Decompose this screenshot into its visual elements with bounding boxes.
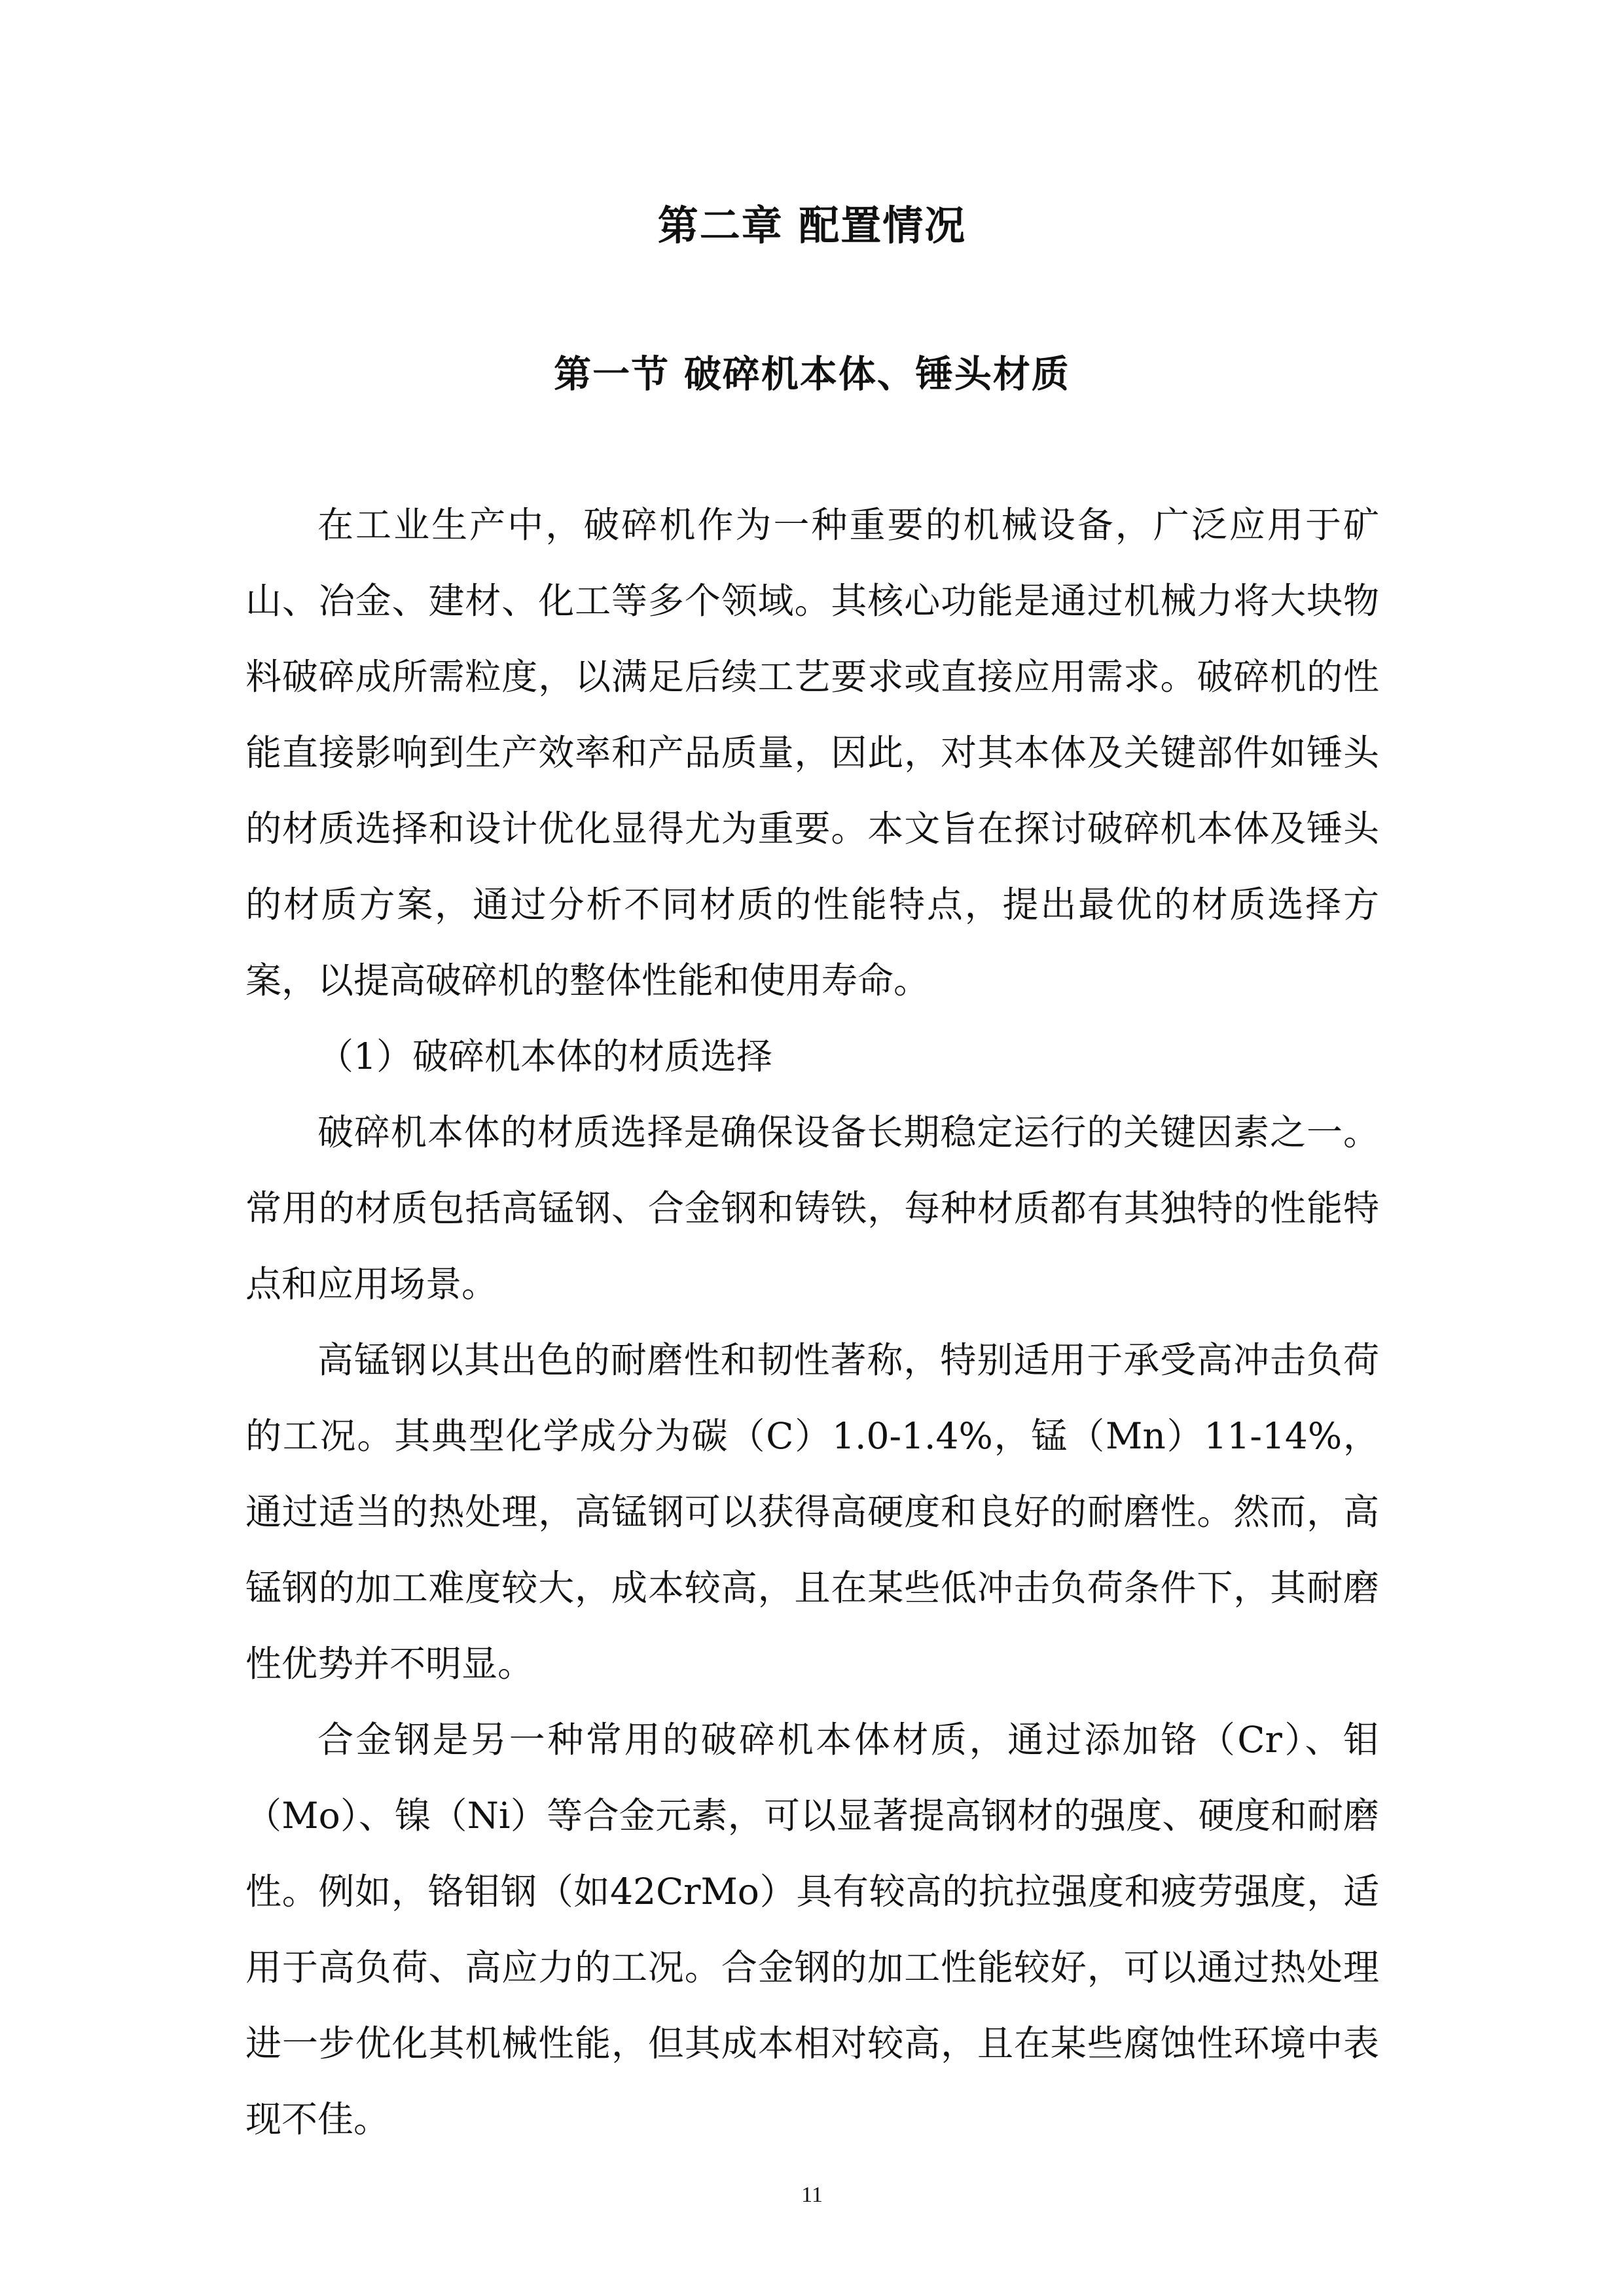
body-text xyxy=(245,487,1379,2157)
section-title: 第一节 破碎机本体、锤头材质 xyxy=(554,353,1070,396)
paragraph-high-manganese-steel: 高锰钢以其出色的耐磨性和韧性著称，特别适用于承受高冲击负荷的工况。其典型化学成分为碳（C）1.0-1.4%，锰（Mn）11-14%，通过适当的热处理，高锰钢可以获得高硬度和良好的耐磨性。然而，高锰钢的加工难度较大，成本较高，且在某些低冲击负荷条件下，其耐磨性优势并不明显。 xyxy=(245,1339,1379,1685)
page-number: 11 xyxy=(801,2183,823,2207)
chapter-title: 第二章 配置情况 xyxy=(657,202,967,249)
paragraph-intro: 在工业生产中，破碎机作为一种重要的机械设备，广泛应用于矿山、冶金、建材、化工等多个领域。其核心功能是通过机械力将大块物料破碎成所需粒度，以满足后续工艺要求或直接应用需求。破碎机的性能直接影响到生产效率和产品质量，因此，对其本体及关键部件如锤头的材质选择和设计优化显得尤为重要。本文旨在探讨破碎机本体及锤头的材质方案，通过分析不同材质的性能特点，提出最优的材质选择方案，以提高破碎机的整体性能和使用寿命。 xyxy=(245,504,1379,1001)
paragraph-alloy-steel: 合金钢是另一种常用的破碎机本体材质，通过添加铬（Cr）、钼（Mo）、镍（Ni）等合金元素，可以显著提高钢材的强度、硬度和耐磨性。例如，铬钼钢（如42CrMo）具有较高的抗拉强度和疲劳强度，适用于高负荷、高应力的工况。合金钢的加工性能较好，可以通过热处理进一步优化其机械性能，但其成本相对较高，且在某些腐蚀性环境中表现不佳。 xyxy=(245,1719,1379,2140)
paragraph-subheading: （1）破碎机本体的材质选择 xyxy=(317,1035,772,1077)
paragraph-body-material: 破碎机本体的材质选择是确保设备长期稳定运行的关键因素之一。常用的材质包括高锰钢、合金钢和铸铁，每种材质都有其独特的性能特点和应用场景。 xyxy=(245,1111,1379,1305)
